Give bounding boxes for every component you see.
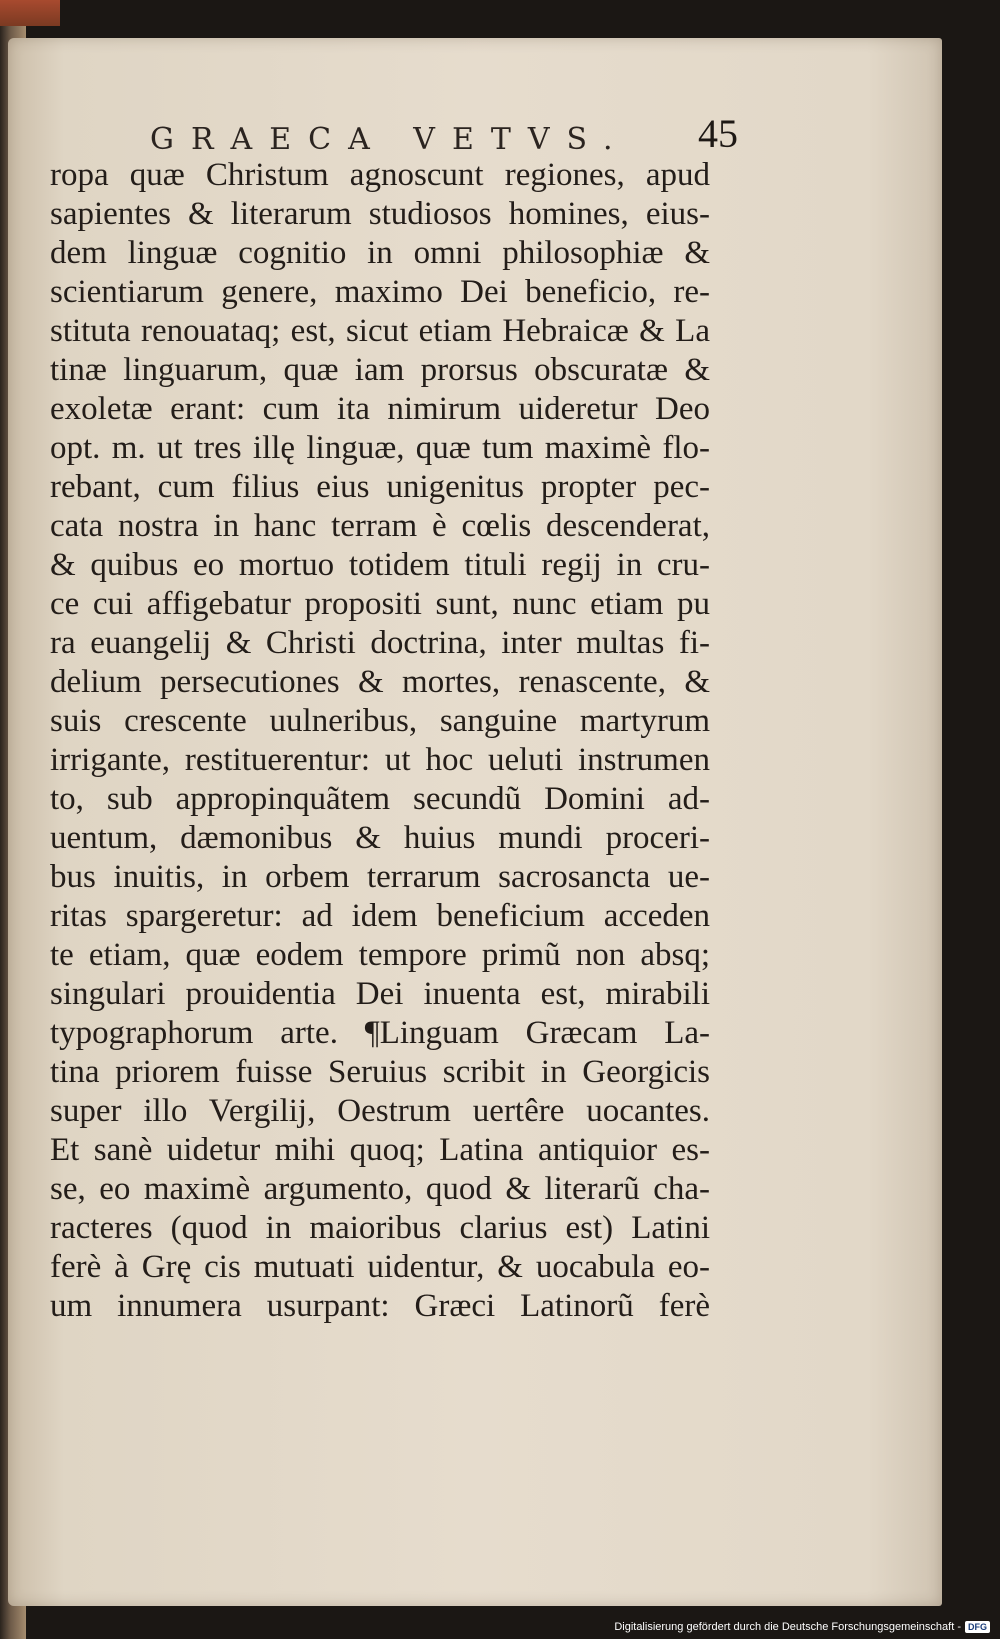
text-line: exoletæ erant: cum ita nimirum uideretur Deo (50, 391, 710, 427)
text-block (50, 156, 710, 1326)
text-line: bus inuitis, in orbem terrarum sacrosancta ue- (50, 859, 710, 895)
text-line: dem linguæ cognitio in omni philosophiæ & (50, 235, 710, 271)
text-line: se, eo maximè argumento, quod & literarũ cha- (50, 1171, 710, 1207)
text-line: uentum, dæmonibus & huius mundi proceri- (50, 820, 710, 856)
color-tab (0, 0, 60, 26)
running-title: GRAECA VETVS. (150, 122, 630, 157)
text-line: tinæ linguarum, quæ iam prorsus obscuratæ & (50, 352, 710, 388)
credit-text: Digitalisierung gefördert durch die Deutsche Forschungsgemeinschaft - (614, 1621, 961, 1633)
text-line: stituta renouataq; est, sicut etiam Hebraicæ & La (50, 313, 710, 349)
text-line: ritas spargeretur: ad idem beneficium acceden (50, 898, 710, 934)
text-line: sapientes & literarum studiosos homines, eius- (50, 196, 710, 232)
text-line: ce cui affigebatur propositi sunt, nunc etiam pu (50, 586, 710, 622)
page-number: 45 (698, 111, 738, 156)
text-line: te etiam, quæ eodem tempore primũ non absq; (50, 937, 710, 973)
text-line: scientiarum genere, maximo Dei beneficio, re- (50, 274, 710, 310)
text-line: opt. m. ut tres illę linguæ, quæ tum maximè flo- (50, 430, 710, 466)
text-line: racteres (quod in maioribus clarius est) Latini (50, 1210, 710, 1246)
text-line: cata nostra in hanc terram è cœlis descenderat, (50, 508, 710, 544)
text-line: ra euangelij & Christi doctrina, inter multas fi- (50, 625, 710, 661)
digitization-credit (614, 1621, 990, 1633)
text-line: & quibus eo mortuo totidem tituli regij in cru- (50, 547, 710, 583)
text-line: typographorum arte. ¶Linguam Græcam La- (50, 1015, 710, 1051)
text-line: singulari prouidentia Dei inuenta est, mirabili (50, 976, 710, 1012)
text-line: super illo Vergilij, Oestrum uertêre uocantes. (50, 1093, 710, 1129)
text-line: um innumera usurpant: Græci Latinorũ ferè (50, 1288, 710, 1324)
text-line: rebant, cum filius eius unigenitus propter pec- (50, 469, 710, 505)
text-line: delium persecutiones & mortes, renascente, & (50, 664, 710, 700)
text-line: ropa quæ Christum agnoscunt regiones, apud (50, 157, 710, 193)
text-line: irrigante, restituerentur: ut hoc ueluti instrumen (50, 742, 710, 778)
text-line: suis crescente uulneribus, sanguine martyrum (50, 703, 710, 739)
text-line: tina priorem fuisse Seruius scribit in Georgicis (50, 1054, 710, 1090)
dfg-logo: DFG (965, 1621, 990, 1633)
text-line: ferè à Grę cis mutuati uidentur, & uocabula eo- (50, 1249, 710, 1285)
text-line: to, sub appropinquãtem secundũ Domini ad- (50, 781, 710, 817)
text-line: Et sanè uidetur mihi quoq; Latina antiquior es- (50, 1132, 710, 1168)
